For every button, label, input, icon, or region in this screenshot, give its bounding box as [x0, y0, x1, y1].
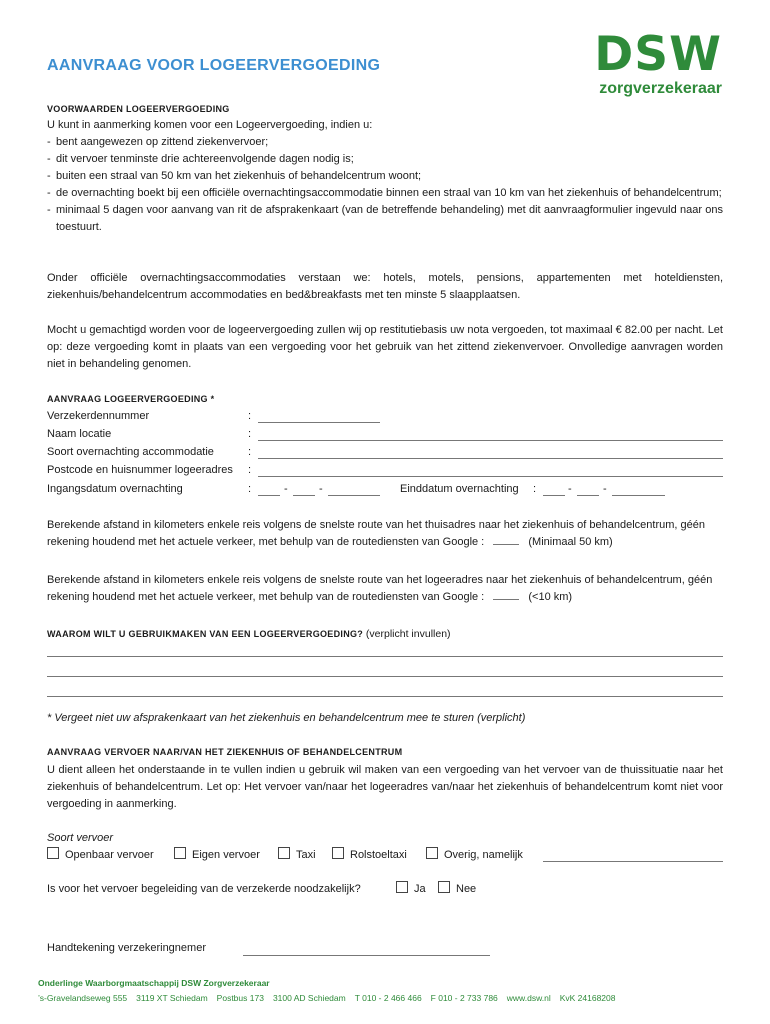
accommodation-type-field[interactable] — [258, 458, 723, 459]
colon: : — [248, 483, 252, 495]
checkbox[interactable] — [396, 881, 408, 893]
checkbox[interactable] — [332, 847, 344, 859]
footer-phone: T 010 - 2 466 466 — [354, 993, 422, 1003]
postcode-field[interactable] — [258, 476, 723, 477]
colon: : — [533, 483, 537, 495]
checkbox[interactable] — [438, 881, 450, 893]
signature-field[interactable] — [243, 955, 490, 956]
end-date-month-field[interactable] — [577, 495, 599, 496]
end-date-label: Einddatum overnachting — [400, 483, 519, 495]
transport-heading: AANVRAAG VERVOER NAAR/VAN HET ZIEKENHUIS OF BEHANDELCENTRUM — [47, 747, 403, 757]
signature-label: Handtekening verzekeringnemer — [47, 942, 206, 954]
location-name-label: Naam locatie — [47, 428, 112, 440]
colon: : — [248, 410, 252, 422]
why-line-1[interactable] — [47, 656, 723, 657]
end-date-day-field[interactable] — [543, 495, 565, 496]
insured-number-field[interactable] — [258, 422, 380, 423]
dsw-logo-subtitle: zorgverzekeraar — [599, 80, 722, 97]
distance-home-note: (Minimaal 50 km) — [528, 536, 613, 548]
option-own-transport[interactable]: Eigen vervoer — [174, 847, 260, 864]
distance-lodging-text: Berekende afstand in kilometers enkele reis volgens de snelste route van het logeeradres naar het ziekenhuis of behandelcentrum, géén rekening houdend met het actuele verkeer, met behulp van de routediensten van Google : (<10 km) — [47, 574, 713, 603]
footer-postcode: 3119 XT Schiedam — [136, 993, 208, 1003]
distance-lodging-field[interactable] — [493, 589, 519, 600]
option-wheelchair-taxi[interactable]: Rolstoeltaxi — [332, 847, 407, 864]
transport-paragraph: U dient alleen het onderstaande in te vullen indien u gebruik wil maken van een vergoeding van het vervoer van de thuissituatie naar het ziekenhuis of behandelcentrum. Let op: Het vervoer van/naar het logeeradres van/naar het ziekenhuis of behandelcentrum komt niet voor vergoeding in aanmerking. — [47, 764, 723, 810]
footer-postbus-city: 3100 AD Schiedam — [272, 993, 346, 1003]
footer-company: Onderlinge Waarborgmaatschappij DSW Zorgverzekeraar — [38, 978, 270, 988]
start-date-label: Ingangsdatum overnachting — [47, 483, 183, 495]
checkbox[interactable] — [426, 847, 438, 859]
start-date-year-field[interactable] — [328, 495, 380, 496]
why-heading: WAAROM WILT U GEBRUIKMAKEN VAN EEN LOGEERVERGOEDING? (verplicht invullen) — [47, 628, 451, 640]
footer-fax: F 010 - 2 733 786 — [430, 993, 498, 1003]
reminder-note: * Vergeet niet uw afsprakenkaart van het ziekenhuis en behandelcentrum mee te sturen (verplicht) — [47, 712, 526, 724]
checkbox[interactable] — [278, 847, 290, 859]
conditions-intro: U kunt in aanmerking komen voor een Logeervergoeding, indien u: — [47, 119, 373, 131]
escort-no-option[interactable]: Nee — [438, 881, 476, 898]
accommodations-paragraph: Onder officiële overnachtingsaccommodaties verstaan we: hotels, motels, pensions, appartementen met hoteldiensten, ziekenhuis/behandelcentrum accommodaties en bed&breakfasts met ten minste 5 slaapplaatsen. — [47, 272, 723, 301]
start-date-day-field[interactable] — [258, 495, 280, 496]
postcode-label: Postcode en huisnummer logeeradres — [47, 464, 233, 476]
escort-yes-option[interactable]: Ja — [396, 881, 426, 898]
reimbursement-paragraph: Mocht u gemachtigd worden voor de logeervergoeding zullen wij op restitutiebasis uw nota vergoeden, tot maximaal € 82.00 per nacht. Let op: deze vergoeding komt in plaats van een vergoeding voor het gebruik van het zittend ziekenvervoer. Onvolledige aanvragen worden niet in behandeling genomen. — [47, 324, 723, 370]
footer-street: ’s-Gravelandseweg 555 — [38, 993, 128, 1003]
location-name-field[interactable] — [258, 440, 723, 441]
conditions-heading: VOORWAARDEN LOGEERVERGOEDING — [47, 104, 230, 114]
distance-lodging-note: (<10 km) — [528, 591, 573, 603]
checkbox[interactable] — [174, 847, 186, 859]
colon: : — [248, 464, 252, 476]
option-other[interactable]: Overig, namelijk — [426, 847, 523, 864]
why-required-note: (verplicht invullen) — [365, 628, 451, 640]
option-taxi[interactable]: Taxi — [278, 847, 316, 864]
why-line-3[interactable] — [47, 696, 723, 697]
page-title: AANVRAAG VOOR LOGEERVERGOEDING — [47, 57, 381, 74]
transport-type-label: Soort vervoer — [47, 832, 114, 844]
conditions-list — [47, 117, 723, 236]
checkbox[interactable] — [47, 847, 59, 859]
footer-web[interactable]: www.dsw.nl — [506, 993, 551, 1003]
condition-item: - buiten een straal van 50 km van het ziekenhuis of behandelcentrum woont; — [47, 170, 422, 182]
footer-kvk: KvK 24168208 — [559, 993, 616, 1003]
request-heading: AANVRAAG LOGEERVERGOEDING * — [47, 394, 215, 404]
dsw-logo: DSW — [594, 27, 722, 82]
start-date-month-field[interactable] — [293, 495, 315, 496]
option-public-transport[interactable]: Openbaar vervoer — [47, 847, 154, 864]
why-line-2[interactable] — [47, 676, 723, 677]
other-specify-field[interactable] — [543, 861, 723, 862]
footer-postbus: Postbus 173 — [216, 993, 264, 1003]
distance-home-text: Berekende afstand in kilometers enkele reis volgens de snelste route van het thuisadres naar het ziekenhuis of behandelcentrum, géén rekening houdend met het actuele verkeer, met behulp van de routediensten van Google : (Minimaal 50 km) — [47, 519, 705, 548]
condition-item: - minimaal 5 dagen voor aanvang van rit de afsprakenkaart (van de betreffende behandeling) met dit aanvraagformulier ingevuld naar ons toestuurt. — [47, 204, 723, 233]
end-date-year-field[interactable] — [612, 495, 665, 496]
footer-address — [38, 990, 625, 1007]
accommodation-type-label: Soort overnachting accommodatie — [47, 446, 214, 458]
colon: : — [248, 446, 252, 458]
colon: : — [248, 428, 252, 440]
distance-home-field[interactable] — [493, 534, 519, 545]
escort-question: Is voor het vervoer begeleiding van de verzekerde noodzakelijk? — [47, 883, 361, 895]
insured-number-label: Verzekerdennummer — [47, 410, 150, 422]
condition-item: - bent aangewezen op zittend ziekenvervoer; — [47, 136, 269, 148]
condition-item: - de overnachting boekt bij een officiële overnachtingsaccommodatie binnen een straal van 10 km van het ziekenhuis of behandelcentrum; — [47, 187, 722, 199]
condition-item: - dit vervoer tenminste drie achtereenvolgende dagen nodig is; — [47, 153, 354, 165]
